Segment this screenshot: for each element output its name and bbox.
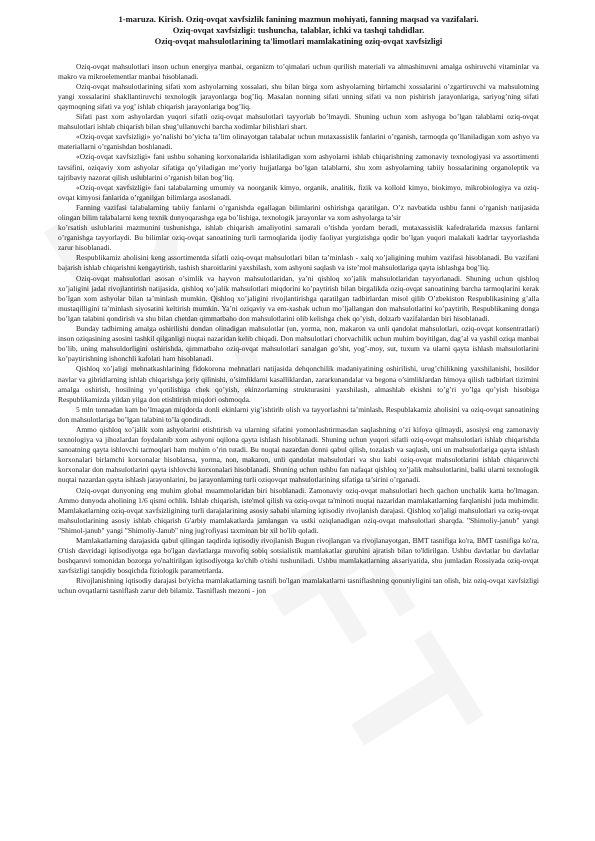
paragraph: Fanning vazifasi talabalarning tabiiy fanlarni o’rganishda egallagan bilimlarini oshirishga qaratilgan. O’z navbatida ushbu fanni o’rganish natijasida olingan bilim talabalarni keng texnik dunyoqarashga ega bo’lishiga, texnologik jarayonlar va xom ashyolarga ta’sir: [58, 202, 539, 223]
paragraph: Respublikamiz aholisini keng assortimentda sifatli oziq-ovqat mahsulotlari bilan ta’minlash - xalq xo’jaligining muhim vazifasi hisoblanadi. Bu vazifani bajarish ishlab chiqarishni kengaytirish, tashish sharoitlarini yaxshilash, xom ashyoni saqlash va iste’mol mahsulotlariga qayta ishlashga bog’liq.: [58, 253, 539, 273]
paragraph: Bunday tadbirning amalga oshirilishi dondan olinadigan mahsulotlar (un, yorma, non, makaron va unli qandolat mahsulotlari, oziq-ovqat konsentratlari) inson oziqasining asosini tashkil qilganligi nuqtai nazaridan kelib chiqadi. Don mahsulotlari chorvachilik uchun muhim boyitilgan, dag’al va yashil oziqa manbai bo’lib, uning mahsuldorligini oshirishda, qimmatbaho oziq-ovqat mahsulotlari sanalgan go’sht, yog’-moy, sut, tuxum va ularni qayta ishlash mahsulotlarini ko’paytirishning ishonchli kafolati ham hisoblanadi.: [58, 324, 539, 364]
paragraph: Ammo qishloq xo’jalik xom ashyolarini etishtirish va ularning sifatini yomonlashtirmasdan saqlashning o’zi kifoya qilmaydi, asosiysi eng zamonaviy texnologiya va jihozlardan foydalanib xom ashyoni oqilona qayta ishlash hisoblanadi. Shuning uchun yuqori sifatli oziq-ovqat mahsulotlari ishlab chiqarishda sanoatning qayta ishlovchi tarmoqlari ham muhim o’rin tutadi. Bu nuqtai nazardan donni qabul qilish, tozalash va saqlash, uni un mahsulotlariga qayta ishlash korxonalari birlamchi korxonalar hisoblansa, yorma, non, makaron, unli qandolat mahsulotlari va shu kabi oziq-ovqat mahsulotlarini ishlab chiqaruvchi korxonalar don mahsulotlarini qayta ishlovchi korxonalari hisoblanadi. Shuning uchun ushbu fan nafaqat qishloq xo’jalik mahsulotlarini, balki ularni texnologik nuqtai nazardan qayta ishlash jarayonlarini, bu jarayonlarning turli oziqovqat mahsulotlarining sifatiga ta’sirini o’rganadi.: [58, 424, 539, 485]
paragraph: Sifati past xom ashyolardan yuqori sifatli oziq-ovqat mahsulotlari tayyorlab bo’lmaydi. Shuning uchun xom ashyoga bo’lgan talablarni oziq-ovqat mahsulotlari ishlab chiqarish bilan shug’ullanuvchi barcha xodimlar bilishlari shart.: [58, 112, 539, 132]
paragraph: Oziq-ovqat mahsulotlari asosan o’simlik va hayvon mahsulotlaridan, ya’ni qishloq xo’jalik mahsulotlaridan tayyorlanadi. Shuning uchun qishloq xo’jaligini jadal rivojlantirish natijasida, qishloq xo’jalik mahsulotlari miqdorini ko’paytirish bilan birgalikda oziq-ovqat sanoatining barcha tarmoqlarini kerak bo’lgan xom ashyolar bilan ta’minlash mumkin. Qishloq xo’jaligini rivojlantirishga qaratilgan tadbirlardan misol qilib O’zbekiston Respublikasining g’alla mustaqilligini ta’minlash siyosatini keltirish mumkin. Ya’ni oziqaviy va em-xashak uchun mo’ljallangan don mahsulotlarini ko’paytirib, Respublikaning donga bo’lgan talabini qondirish va shu bilan chetdan qimmatbaho don mahsulotlarini olib kelishga chek qo’yish, dolzarb vazifalardan biri hisoblanadi.: [58, 273, 539, 323]
title-line: Oziq-ovqat mahsulotlarining ta'limotlari mamlakatining oziq-ovqat xavfsizligi: [154, 36, 443, 47]
document-title: [58, 14, 539, 48]
paragraph: «Oziq-ovqat xavfsizligi» fani talabalarning umumiy va noorganik kimyo, organik, analitik, fizik va kolloid kimyo, biokimyo, mikrobiologiya va oziq-ovqat kimyosi fanlarida o’rganilgan bilimlarga asoslanadi.: [58, 182, 539, 202]
paragraph: Rivojlanishning iqtisodiy darajasi bo'yicha mamlakatlarning tasnifi bo'lgan mamlakatlarni tasniflashning qonuniyligini tan olish, biz oziq-ovqat xavfsizligi uchun ovqatlarni tasniflash zarur deb bilamiz. Tasniflash mezoni - jon: [58, 576, 539, 596]
paragraph: «Oziq-ovqat xavfsizligi» yo’nalishi bo’yicha ta’lim olinayotgan talabalar uchun mutaxassislik fanlarini o’rganish, tarmoqda qo’llaniladigan xom ashyo va materiallarni o’rganishdan boshlanadi.: [58, 132, 539, 152]
title-line: 1-maruza. Kirish. Oziq-ovqat xavfsizlik fanining mazmun mohiyati, fanning maqsad va vazifalari.: [118, 14, 479, 24]
document-body: [58, 62, 539, 597]
paragraph: Oziq-ovqat mahsulotlarining sifati xom ashyolarning xossalari, shu bilan birga xom ashyolarning birlamchi xossalarini o’zgartiruvchi va mahsulotning yangi xossalarini shakllantiruvchi texnologik jarayonlarga bog’liq. Masalan nonning sifati unning sifati va non pishirish jarayonlariga, sariyog’ning sifati qaymoqning sifati va yog’ ishlab chiqarish jarayonlariga bog’liq.: [58, 81, 539, 111]
paragraph: Oziq-ovqat mahsulotlari inson uchun energiya manbai, organizm to’qimalari uchun qurilish materiali va almashinuvni amalga oshiruvchi vitaminlar va makro va mikroelementlar manbai hisoblanadi.: [58, 61, 539, 81]
paragraph: Qishloq xo’jaligi mehnatkashlarining fidokorona mehnatlari natijasida dehqonchilik madaniyatining oshirilishi, urug’chilikning yaxshilanishi, hosildor navlar va gibridlarning ishlab chiqarishga joriy qilinishi, o’simliklarni kasalliklardan, zararkunandalar va begona o’simliklardan himoya qilish tadbirlari tizimini amalga oshirish, hosilning yo’qotilishiga chek qo’yish, ekinzorlarning strukturasini yaxshilash, almashlab ekishni to’g’ri yo’lga qo’yish hisobiga Respublikamizda yildan yilga don etishtirish miqdori oshmoqda.: [58, 364, 539, 404]
paragraph: ko’rsatish uslublarini mazmunini tushunishga, ishlab chiqarish amaliyotini samarali o’tishda yordam beradi, mutaxassislik kafedralarida maxsus fanlarni o’rganishga tayyorlaydi. Bu bilimlar oziq-ovqat sanoatining turli tarmoqlarida ijodiy faoliyat yurgizishga qodir bo’lgan yuqori malakali kadrlar tayyorlashda zarur hisoblanadi.: [58, 223, 539, 253]
title-line: Oziq-ovqat xavfsizligi: tushuncha, talablar, ichki va tashqi tahdidlar.: [172, 25, 425, 36]
paragraph: Oziq-ovqat dunyoning eng muhim global muammolaridan biri hisoblanadi. Zamonaviy oziq-ovqat mahsulotlari hech qachon unchalik katta bo'lmagan. Ammo dunyoda aholining 1/6 qismi ochlik. Ishlab chiqarish, iste'mol qilish va oziq-ovqat ta'minoti nuqtai nazaridan mamlakatlarning farqlanishi juda muhimdir. Mamlakatlarning oziq-ovqat xavfsizligining turli darajalarining asosiy sababi ularning iqtisodiy rivojlanish darajasi. Qishloq xo'jaligi mahsulotlari va oziq-ovqat mahsulotlarining asosiy ishlab chiqarish G'arbiy mamlakatlarda jamlangan va ustki oziqlanadigan oziq-ovqat mahsulotlari sharqda. "Shimoliy-janub" yangi "Shimol-janub" yangi "Shimoliy-Janub" ning jug'rofiyasi taxminan bir xil bo'lib qoladi.: [58, 485, 539, 535]
paragraph: Mamlakatlarning darajasida qabul qilingan taqdirda iqtisodiy rivojlanish Bugun rivojlangan va rivojlanayotgan, BMT tasnifiga ko'ra, BMT tasnifiga ko'ra, O'tish davridagi iqtisodiyotga ega bo'lgan davlatlarga muvofiq sobiq sotsialistik mamlakatlar guruhini ajratish bilan to'ldirilgan. Ushbu davlatlar bu davlatlar boshqaruvi tomonidan bozorga yo'naltirilgan iqtisodiyotga ko'chib o'tishi tushuniladi. Ushbu mamlakatlarning aksariyatida, shu jumladan Rossiyada oziq-ovqat xavfsizligi tanqidiy bosqichda fiziologik parametrlarda.: [58, 536, 539, 576]
paragraph: 5 mln tonnadan kam bo’lmagan miqdorda donli ekinlarni yig’ishtirib olish va tayyorlashni ta’minlash, Respublakamiz aholisini va oziq-ovqat sanoatining don mahsulotlariga bo’lgan talabini to’la qondiradi.: [58, 404, 539, 424]
paragraph: «Oziq-ovqat xavfsizligi» fani ushbu sohaning korxonalarida ishlatiladigan xom ashyolarni ishlab chiqarishning zamonaviy texnologiyasi va assortimenti tavsifini, oziqaviy xom ashyolar sifatiga qo’yiladigan me’yoriy hujjatlarga bo’lgan talablarni, shu xom ashyolarning tabiiy hossalarining organoleptik va tajribaviy nazorat qilish uslublarini o’rganish bilan bog’liq.: [58, 152, 539, 182]
